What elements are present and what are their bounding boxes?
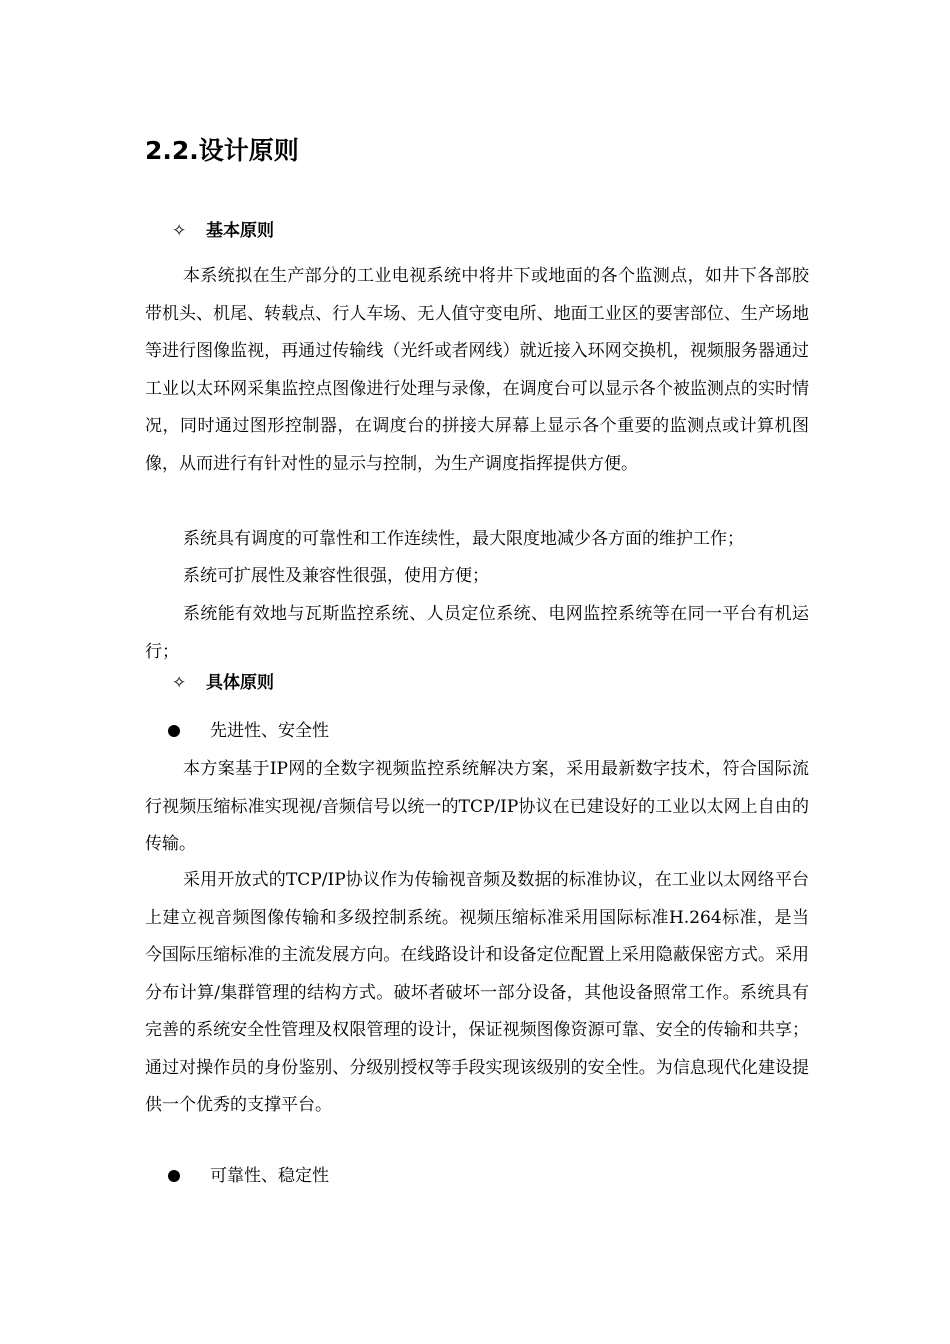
subsection-specific-principles bbox=[172, 671, 274, 695]
paragraph-tcpip-protocol: 采用开放式的TCP/IP协议作为传输视音频及数据的标准协议，在工业以太网络平台上建立视音频图像传输和多级控制系统。视频压缩标准采用国际标准H.264标准，是当今国际压缩标准的主流发展方向。在线路设计和设备定位配置上采用隐蔽保密方式。采用分布计算/集群管理的结构方式。破坏者破坏一部分设备，其他设备照常工作。系统具有完善的系统安全性管理及权限管理的设计，保证视频图像资源可靠、安全的传输和共享；通过对操作员的身份鉴别、分级别授权等手段实现该级别的安全性。为信息现代化建设提供一个优秀的支撑平台。 bbox=[145, 870, 809, 1115]
bullet-advanced-security bbox=[168, 719, 329, 743]
paragraph-ip-solution: 本方案基于IP网的全数字视频监控系统解决方案，采用最新数字技术，符合国际流行视频压缩标准实现视/音频信号以统一的TCP/IP协议在已建设好的工业以太网上自由的传输。 bbox=[145, 759, 809, 854]
section-heading: 2.2.设计原则 bbox=[145, 136, 299, 165]
bullet-reliability-stability bbox=[168, 1164, 329, 1188]
bullet-title: 先进性、安全性 bbox=[210, 721, 329, 741]
bullet-dot-icon bbox=[168, 1170, 180, 1182]
bullet-dot-icon bbox=[168, 725, 180, 737]
paragraph-integration: 系统能有效地与瓦斯监控系统、人员定位系统、电网监控系统等在同一平台有机运行； bbox=[145, 604, 809, 662]
paragraph-scalability: 系统可扩展性及兼容性很强，使用方便； bbox=[183, 566, 489, 586]
bullet-title: 可靠性、稳定性 bbox=[210, 1166, 329, 1186]
subsection-title: 具体原则 bbox=[206, 673, 274, 693]
paragraph-system-overview: 本系统拟在生产部分的工业电视系统中将井下或地面的各个监测点，如井下各部胶带机头、机尾、转载点、行人车场、无人值守变电所、地面工业区的要害部位、生产场地等进行图像监视，再通过传输线（光纤或者网线）就近接入环网交换机，视频服务器通过工业以太环网采集监控点图像进行处理与录像，在调度台可以显示各个被监测点的实时情况，同时通过图形控制器，在调度台的拼接大屏幕上显示各个重要的监测点或计算机图像，从而进行有针对性的显示与控制，为生产调度指挥提供方便。 bbox=[145, 266, 809, 474]
paragraph-reliability: 系统具有调度的可靠性和工作连续性，最大限度地减少各方面的维护工作； bbox=[183, 529, 744, 549]
subsection-title: 基本原则 bbox=[206, 221, 274, 241]
diamond-outline-icon: ✧ bbox=[172, 221, 187, 241]
diamond-outline-icon: ✧ bbox=[172, 673, 187, 693]
subsection-basic-principles bbox=[172, 219, 274, 243]
